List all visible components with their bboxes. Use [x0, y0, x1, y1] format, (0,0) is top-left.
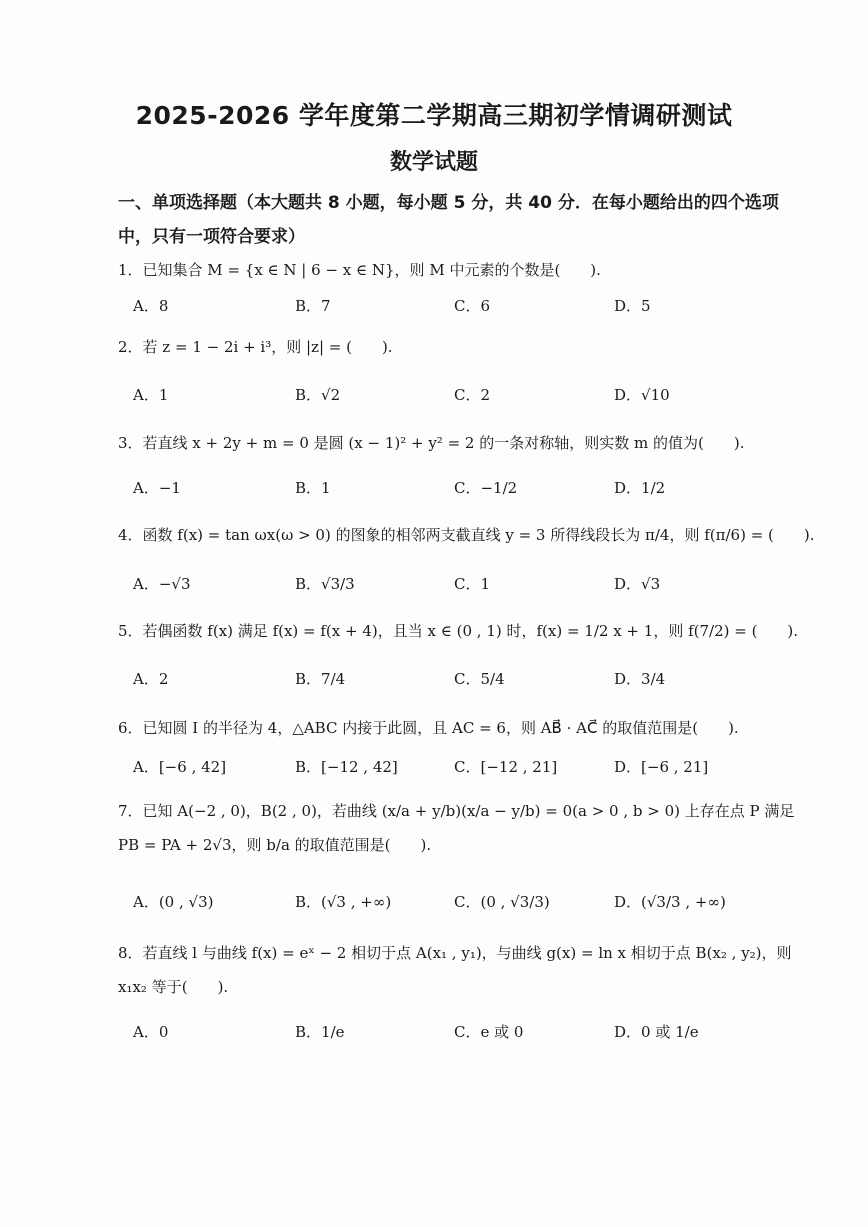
q3-option-c: C．−1/2 — [454, 479, 518, 497]
q7-option-b: B．(√3 , +∞) — [295, 893, 392, 911]
question-2-stem: 2．若 z = 1 − 2i + i³，则 |z| = ( ). — [118, 338, 393, 356]
q6-option-a: A．[−6 , 42] — [133, 758, 227, 776]
q6-option-c: C．[−12 , 21] — [454, 758, 558, 776]
q4-option-a: A．−√3 — [133, 575, 191, 593]
question-7-stem: 7．已知 A(−2 , 0)，B(2 , 0)，若曲线 (x/a + y/b)(x/a − y/b) = 0(a > 0 , b > 0) 上存在点 P 满足 PB = PA + 2√3，则 b/a 的取值范围是( ). — [118, 802, 795, 854]
exam-title: 2025-2026 学年度第二学期高三期初学情调研测试 — [135, 101, 733, 130]
q1-option-b: B．7 — [295, 297, 331, 315]
q2-option-a: A．1 — [133, 386, 169, 404]
q2-option-b: B．√2 — [295, 386, 341, 404]
q5-option-a: A．2 — [133, 670, 169, 688]
q5-option-c: C．5/4 — [454, 670, 505, 688]
q1-option-d: D．5 — [614, 297, 651, 315]
question-1-options — [133, 292, 813, 320]
q2-option-d: D．√10 — [614, 386, 670, 404]
question-2-options — [133, 381, 813, 409]
question-5-options — [133, 665, 813, 693]
q8-option-d: D．0 或 1/e — [614, 1023, 699, 1041]
subject-title: 数学试题 — [389, 150, 478, 175]
q5-option-b: B．7/4 — [295, 670, 346, 688]
q4-option-d: D．√3 — [614, 575, 661, 593]
q7-option-c: C．(0 , √3/3) — [454, 893, 550, 911]
question-4-stem: 4．函数 f(x) = tan ωx(ω > 0) 的图象的相邻两支截直线 y = 3 所得线段长为 π/4，则 f(π/6) = ( ). — [118, 526, 815, 544]
q3-option-b: B．1 — [295, 479, 331, 497]
q7-option-a: A．(0 , √3) — [133, 893, 214, 911]
q2-option-c: C．2 — [454, 386, 491, 404]
q7-option-d: D．(√3/3 , +∞) — [614, 893, 726, 911]
q8-option-a: A．0 — [133, 1023, 169, 1041]
question-6-stem: 6．已知圆 I 的半径为 4，△ABC 内接于此圆，且 AC = 6，则 AB⃗ · AC⃗ 的取值范围是( ). — [118, 719, 739, 737]
q1-option-c: C．6 — [454, 297, 491, 315]
q3-option-a: A．−1 — [133, 479, 181, 497]
q8-option-b: B．1/e — [295, 1023, 345, 1041]
question-7-options — [133, 888, 813, 916]
section-heading: 一、单项选择题（本大题共 8 小题，每小题 5 分，共 40 分．在每小题给出的四个选项中，只有一项符合要求） — [118, 193, 779, 247]
q4-option-b: B．√3/3 — [295, 575, 355, 593]
question-3-stem: 3．若直线 x + 2y + m = 0 是圆 (x − 1)² + y² = 2 的一条对称轴，则实数 m 的值为( ). — [118, 434, 745, 452]
question-1-stem: 1．已知集合 M = {x ∈ N | 6 − x ∈ N}，则 M 中元素的个数是( ). — [118, 261, 601, 279]
q4-option-c: C．1 — [454, 575, 491, 593]
question-8-options — [133, 1018, 813, 1046]
question-4-options — [133, 570, 813, 598]
q1-option-a: A．8 — [133, 297, 169, 315]
q6-option-d: D．[−6 , 21] — [614, 758, 709, 776]
q8-option-c: C．e 或 0 — [454, 1023, 524, 1041]
question-5-stem: 5．若偶函数 f(x) 满足 f(x) = f(x + 4)，且当 x ∈ (0 , 1) 时，f(x) = 1/2 x + 1，则 f(7/2) = ( ). — [118, 622, 799, 640]
q5-option-d: D．3/4 — [614, 670, 666, 688]
question-3-options — [133, 474, 813, 502]
question-8-stem: 8．若直线 l 与曲线 f(x) = eˣ − 2 相切于点 A(x₁ , y₁)，与曲线 g(x) = ln x 相切于点 B(x₂ , y₂)，则 x₁x₂ 等于( ). — [118, 944, 792, 996]
q6-option-b: B．[−12 , 42] — [295, 758, 398, 776]
question-6-options — [133, 753, 813, 781]
q3-option-d: D．1/2 — [614, 479, 666, 497]
